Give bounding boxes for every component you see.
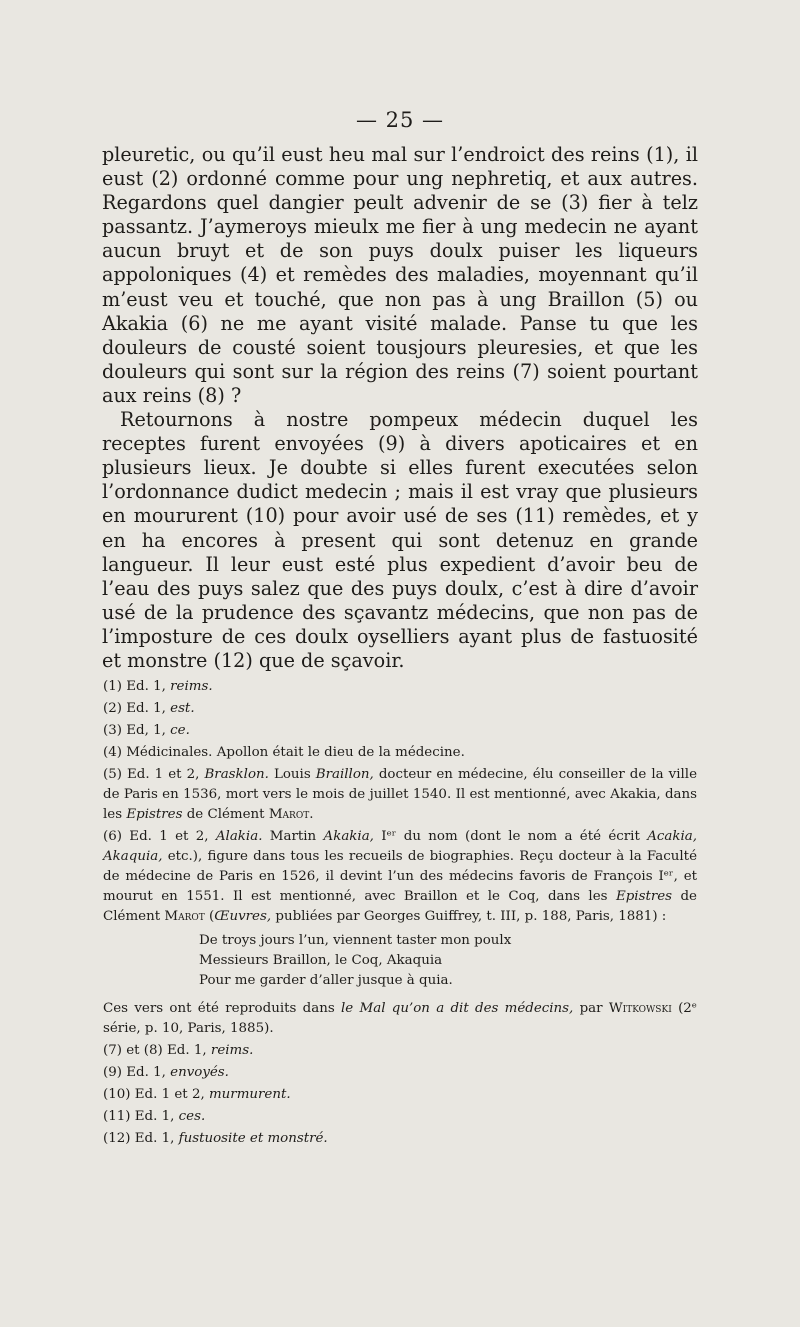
- footnote-3: (3) Ed, 1, ce.: [103, 723, 190, 738]
- footnote-11: (11) Ed. 1, ces.: [103, 1109, 206, 1124]
- footnote-4: (4) Médicinales. Apollon était le dieu de la médecine.: [103, 745, 465, 760]
- verse-line: Messieurs Braillon, le Coq, Akaquia: [199, 953, 443, 968]
- verse-line: Pour me garder d’aller jusque à quia.: [199, 973, 453, 988]
- main-text: [102, 143, 698, 673]
- body-paragraph: pleuretic, ou qu’il eust heu mal sur l’endroict des reins (1), il eust (2) ordonné comme pour ung nephretiq, et aux autres. Regardons quel dangier peult advenir de se (3) fier à telz passantz. J’aymeroys mieulx me fier à ung medecin ne ayant aucun bruyt et de son puys doulx puiser les liqueurs appoloniques (4) et remèdes des maladies, moyennant qu’il m’eust veu et touché, que non pas à ung Braillon (5) ou Akakia (6) ne me ayant visité malade. Panse tu que les douleurs de cousté soient tousjours pleuresies, et que les douleurs qui sont sur la région des reins (7) soient pourtant aux reins (8) ?: [102, 143, 698, 407]
- page-number: — 25 —: [355, 108, 445, 132]
- footnote-9: (9) Ed. 1, envoyés.: [103, 1065, 229, 1080]
- footnote-2: (2) Ed. 1, est.: [103, 701, 195, 716]
- footnote-12: (12) Ed. 1, fustuosite et monstré.: [103, 1131, 328, 1146]
- footnote-7-8: (7) et (8) Ed. 1, reims.: [103, 1043, 254, 1058]
- verse-line: De troys jours l’un, viennent taster mon poulx: [199, 933, 512, 948]
- footnote-6: (6) Ed. 1 et 2, Alakia. Martin Akakia, Iᵉʳ du nom (dont le nom a été écrit Acakia, Akaquia, etc.), figure dans tous les recueils de biographies. Reçu docteur à la Faculté de médecine de Paris en 1526, il devint l’un des médecins favoris de François Iᵉʳ, et mourut en 1551. Il est mentionné, avec Braillon et le Coq, dans les Epistres de Clément Marot (Œuvres, publiées par Georges Guiffrey, t. III, p. 188, Paris, 1881) :: [103, 829, 697, 924]
- footnote-1: (1) Ed. 1, reims.: [103, 679, 213, 694]
- footnote-10: (10) Ed. 1 et 2, murmurent.: [103, 1087, 291, 1102]
- footnote-5: (5) Ed. 1 et 2, Brasklon. Louis Braillon, docteur en médecine, élu conseiller de la ville de Paris en 1536, mort vers le mois de juillet 1540. Il est mentionné, avec Akakia, dans les Epistres de Clément Marot.: [103, 767, 697, 822]
- body-paragraph: Retournons à nostre pompeux médecin duquel les receptes furent envoyées (9) à divers apoticaires et en plusieurs lieux. Je doubte si elles furent executées selon l’ordonnance dudict medecin ; mais il est vray que plusieurs en moururent (10) pour avoir usé de ses (11) remèdes, et y en ha encores à present qui sont detenuz en grande langueur. Il leur eust esté plus expedient d’avoir beu de l’eau des puys salez que des puys doulx, c’est à dire d’avoir usé de la prudence des sçavantz médecins, que non pas de l’imposture de ces doulx oyselliers ayant plus de fastuosité et monstre (12) que de sçavoir.: [102, 408, 698, 672]
- footnotes: [103, 677, 697, 1151]
- verse-quote: [199, 931, 697, 991]
- footnote-6-continued: Ces vers ont été reproduits dans le Mal qu’on a dit des médecins, par Witkowski (2ᵉ série, p. 10, Paris, 1885).: [103, 1001, 697, 1036]
